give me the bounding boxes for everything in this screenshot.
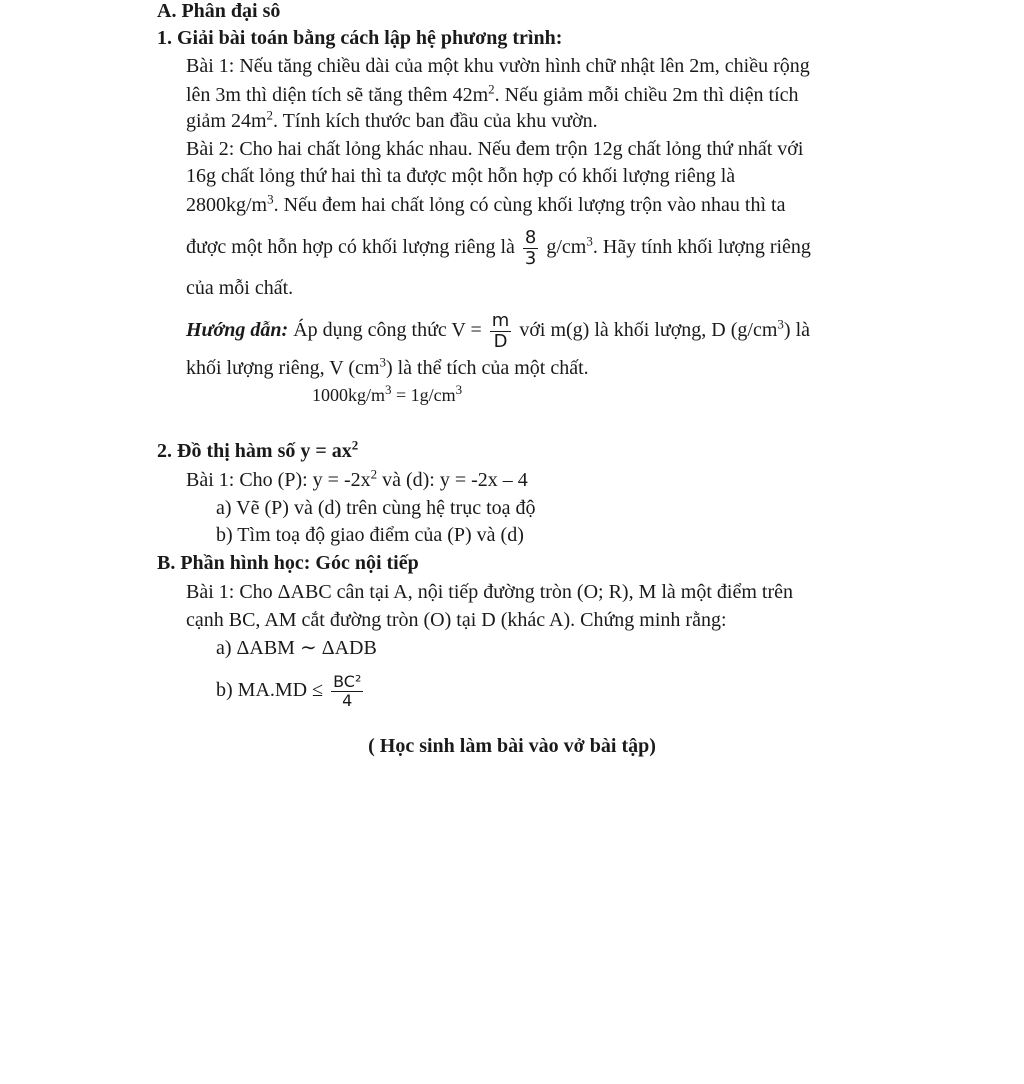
sup-2: 2 [370,466,378,482]
fraction-denominator: 3 [524,247,537,269]
guide-line2 [186,354,589,382]
section-b-part-a: a) ΔABM ∼ ΔADB [216,637,377,659]
fraction-bc2-4 [331,673,363,710]
section-a-title: A. Phân đại sô [157,0,281,22]
bai1-line2-post: . Nếu giảm mỗi chiều 2m thì diện tích [494,84,799,106]
bai1-line3 [186,107,598,135]
section-b-line1: Bài 1: Cho ΔABC cân tại A, nội tiếp đường tròn (O; R), M là một điểm trên [186,581,793,603]
bai2-line3 [186,191,785,219]
section-b-part-b [216,662,366,718]
sup-3: 3 [777,316,784,332]
sup-3: 3 [385,382,392,397]
sup-2: 2 [488,81,495,97]
unit-gcm: g/cm [546,236,587,258]
item2-bai1-pre: Bài 1: Cho (P): y = -2x [186,469,371,491]
item2-bai1 [186,466,528,494]
guide-line1 [186,305,810,355]
guide-line2-post: ) là thể tích của một chất. [385,357,589,379]
bai2-line1: Bài 2: Cho hai chất lỏng khác nhau. Nếu đem trộn 12g chất lỏng thứ nhất với [186,138,804,160]
sup-2: 2 [351,437,359,453]
bai2-line2: 16g chất lỏng thứ hai thì ta được một hỗn hợp có khối lượng riêng là [186,165,736,187]
bai2-line5: của mỗi chất. [186,277,294,299]
fraction-m-d [490,311,512,352]
guide-label: Hướng dẫn: [186,319,289,341]
fraction-numerator: BC² [333,671,362,691]
section-b-line2: cạnh BC, AM cắt đường tròn (O) tại D (khác A). Chứng minh rằng: [186,609,727,631]
item2-part-a: a) Vẽ (P) và (d) trên cùng hệ trục toạ độ [216,497,536,519]
fraction-8-3 [523,228,538,269]
sup-3: 3 [379,354,386,370]
fraction-numerator: 8 [524,226,537,248]
guide-line1-pre: Áp dụng công thức V = [293,319,482,341]
bai1-line3-post: . Tính kích thước ban đầu của khu vườn. [273,110,598,132]
item2-title-text: 2. Đồ thị hàm số y = ax [157,440,352,462]
sup-3: 3 [267,191,274,207]
section-b-part-b-pre: b) MA.MD ≤ [216,679,324,701]
sup-3: 3 [455,382,463,397]
item2-bai1-post: và (d): y = -2x – 4 [377,469,528,491]
guide-line1-post: ) là [783,319,810,341]
bai1-line1: Bài 1: Nếu tăng chiều dài của một khu vườn hình chữ nhật lên 2m, chiều rộng [186,55,810,77]
sup-2: 2 [266,107,274,123]
guide-line1-mid: với m(g) là khối lượng, D (g/cm [519,319,778,341]
section-b-title: B. Phần hình học: Góc nội tiếp [157,552,419,574]
bai1-line2 [186,81,799,109]
fraction-denominator: 4 [342,690,353,710]
sup-3: 3 [586,233,593,249]
item1-title: 1. Giải bài toán bằng cách lập hệ phương trình: [157,27,563,49]
fraction-numerator: m [491,309,510,331]
bai1-line3-pre: giảm 24m [186,110,267,132]
guide-line2-pre: khối lượng riêng, V (cm [186,357,380,379]
bai2-line4-pre: được một hỗn hợp có khối lượng riêng là [186,236,515,258]
bai2-line4-post: . Hãy tính khối lượng riêng [592,236,811,258]
unit-conversion [312,381,462,409]
conv-right: = 1g/cm [391,385,456,405]
fraction-denominator: D [493,330,508,352]
item2-title [157,437,358,465]
bai2-line3-post: . Nếu đem hai chất lỏng có cùng khối lượng trộn vào nhau thì ta [273,194,786,216]
bai1-line2-pre: lên 3m thì diện tích sẽ tăng thêm 42m [186,84,489,106]
bai2-line3-pre: 2800kg/m [186,194,268,216]
footer-note: ( Học sinh làm bài vào vở bài tập) [368,735,656,757]
bai2-line4 [186,222,811,272]
conv-left: 1000kg/m [312,385,386,405]
item2-part-b: b) Tìm toạ độ giao điểm của (P) và (d) [216,524,524,546]
